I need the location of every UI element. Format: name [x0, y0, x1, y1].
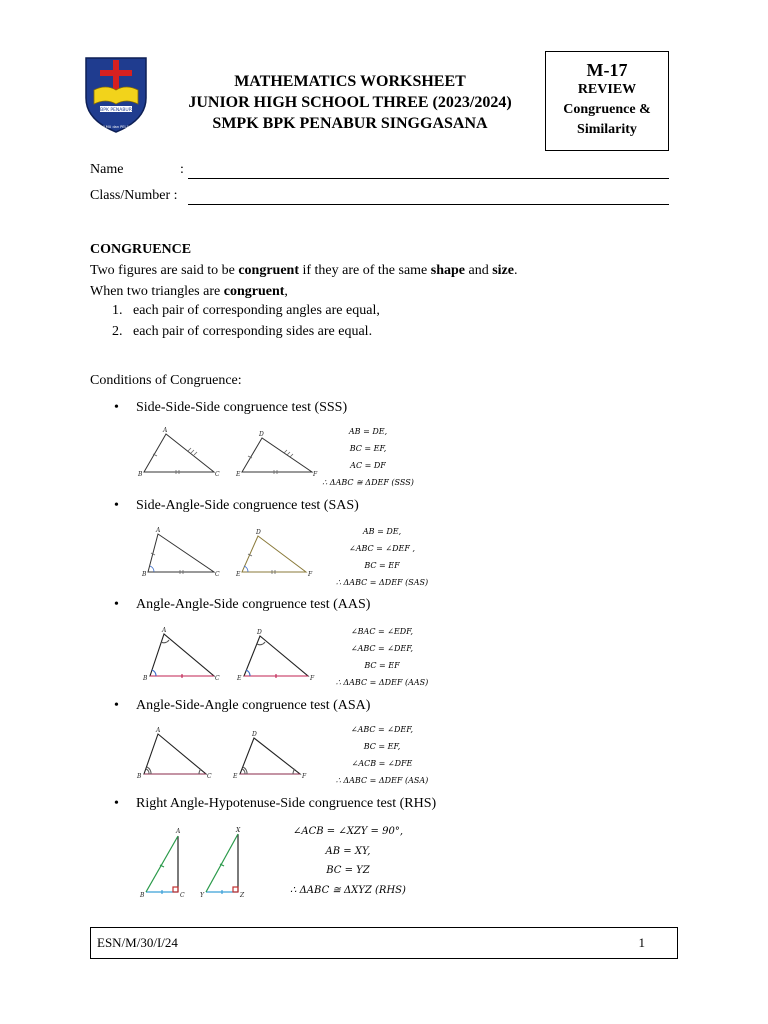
svg-text:A: A: [163, 427, 168, 434]
svg-text:C: C: [215, 675, 220, 682]
page-footer: [90, 927, 678, 959]
svg-text:B: B: [140, 892, 145, 899]
name-label: Name: [90, 162, 124, 177]
svg-text:C: C: [207, 773, 212, 780]
name-field[interactable]: [90, 162, 184, 178]
class-number-label: Class/Number :: [90, 188, 178, 203]
svg-text:Z: Z: [240, 892, 245, 899]
worksheet-topic-line-2: Similarity: [577, 122, 637, 137]
svg-text:C: C: [215, 571, 220, 578]
school-logo: [80, 54, 152, 134]
footer-code: ESN/M/30/I/24: [97, 935, 178, 950]
section-heading: CONGRUENCE: [90, 242, 192, 257]
svg-text:C: C: [180, 892, 185, 899]
class-number-line[interactable]: [188, 204, 669, 205]
svg-text:E: E: [233, 773, 238, 780]
svg-text:B: B: [143, 675, 148, 682]
svg-text:A: A: [162, 627, 167, 634]
svg-text:D: D: [256, 529, 261, 536]
header-line-2: JUNIOR HIGH SCHOOL THREE (2023/2024): [188, 94, 512, 111]
svg-text:D: D: [252, 731, 257, 738]
svg-text:A: A: [156, 527, 161, 534]
test-rhs-label: • Right Angle-Hypotenuse-Side congruence test (RHS): [114, 796, 437, 811]
svg-text:D: D: [259, 431, 264, 438]
svg-text:F: F: [308, 571, 313, 578]
conditions-label: Conditions of Congruence:: [90, 373, 242, 388]
worksheet-type: REVIEW: [577, 82, 637, 97]
list-item: 2. each pair of corresponding sides are equal.: [112, 324, 373, 339]
svg-text:F: F: [313, 471, 318, 478]
svg-text:B: B: [142, 571, 147, 578]
svg-text:E: E: [236, 471, 241, 478]
sas-triangles-figure: [136, 524, 318, 582]
logo-caption: BPK PENABUR: [100, 108, 132, 113]
svg-text:E: E: [236, 571, 241, 578]
list-item: 1. each pair of corresponding angles are equal,: [112, 303, 380, 318]
svg-text:F: F: [302, 773, 307, 780]
svg-text:A: A: [156, 727, 161, 734]
rhs-triangles-figure: [136, 824, 256, 904]
header-line-1: MATHEMATICS WORKSHEET: [234, 73, 466, 90]
svg-text:E: E: [237, 675, 242, 682]
worksheet-code: M-17: [586, 60, 628, 80]
svg-text:X: X: [236, 827, 241, 834]
test-sss-label: • Side-Side-Side congruence test (SSS): [114, 400, 348, 415]
sss-triangles-figure: [136, 424, 318, 482]
rhs-equations: ∠ACB = ∠XZY = 90°, AB = XY, BC = YZ ∴ ΔABC ≅ ΔXYZ (RHS): [290, 826, 406, 896]
logo-motto: IMAN, ILMU dan PELAYANAN: [91, 125, 141, 129]
asa-triangles-figure: [136, 724, 318, 782]
svg-text:Y: Y: [200, 892, 204, 899]
page-number: 1: [638, 935, 645, 950]
test-asa-label: • Angle-Side-Angle congruence test (ASA): [114, 698, 371, 713]
sas-equations: AB = DE, ∠ABC = ∠DEF , BC = EF ∴ ΔABC = ΔDEF (SAS): [335, 527, 429, 587]
svg-text:A: A: [176, 828, 181, 835]
aas-triangles-figure: [136, 624, 318, 682]
worksheet-code-box: [545, 51, 669, 151]
worksheet-topic-line-1: Congruence &: [563, 102, 651, 117]
svg-text:D: D: [257, 629, 262, 636]
svg-text:B: B: [137, 773, 142, 780]
when-congruent: When two triangles are congruent,: [90, 284, 288, 299]
sss-equations: AB = DE, BC = EF, AC = DF ∴ ΔABC ≅ ΔDEF (SSS): [322, 427, 414, 487]
aas-equations: ∠BAC = ∠EDF, ∠ABC = ∠DEF, BC = EF ∴ ΔABC = ΔDEF (AAS): [335, 627, 429, 687]
definition: Two figures are said to be congruent if they are of the same shape and size.: [90, 263, 518, 278]
header-line-3: SMPK BPK PENABUR SINGGASANA: [212, 115, 488, 132]
name-colon: :: [180, 162, 184, 177]
svg-text:C: C: [215, 471, 220, 478]
asa-equations: ∠ABC = ∠DEF, BC = EF, ∠ACB = ∠DFE ∴ ΔABC = ΔDEF (ASA): [335, 725, 429, 785]
class-number-field[interactable]: [90, 188, 178, 204]
svg-text:B: B: [138, 471, 143, 478]
test-sas-label: • Side-Angle-Side congruence test (SAS): [114, 498, 359, 513]
svg-text:F: F: [310, 675, 315, 682]
test-aas-label: • Angle-Angle-Side congruence test (AAS): [114, 597, 371, 612]
name-line[interactable]: [188, 178, 669, 179]
